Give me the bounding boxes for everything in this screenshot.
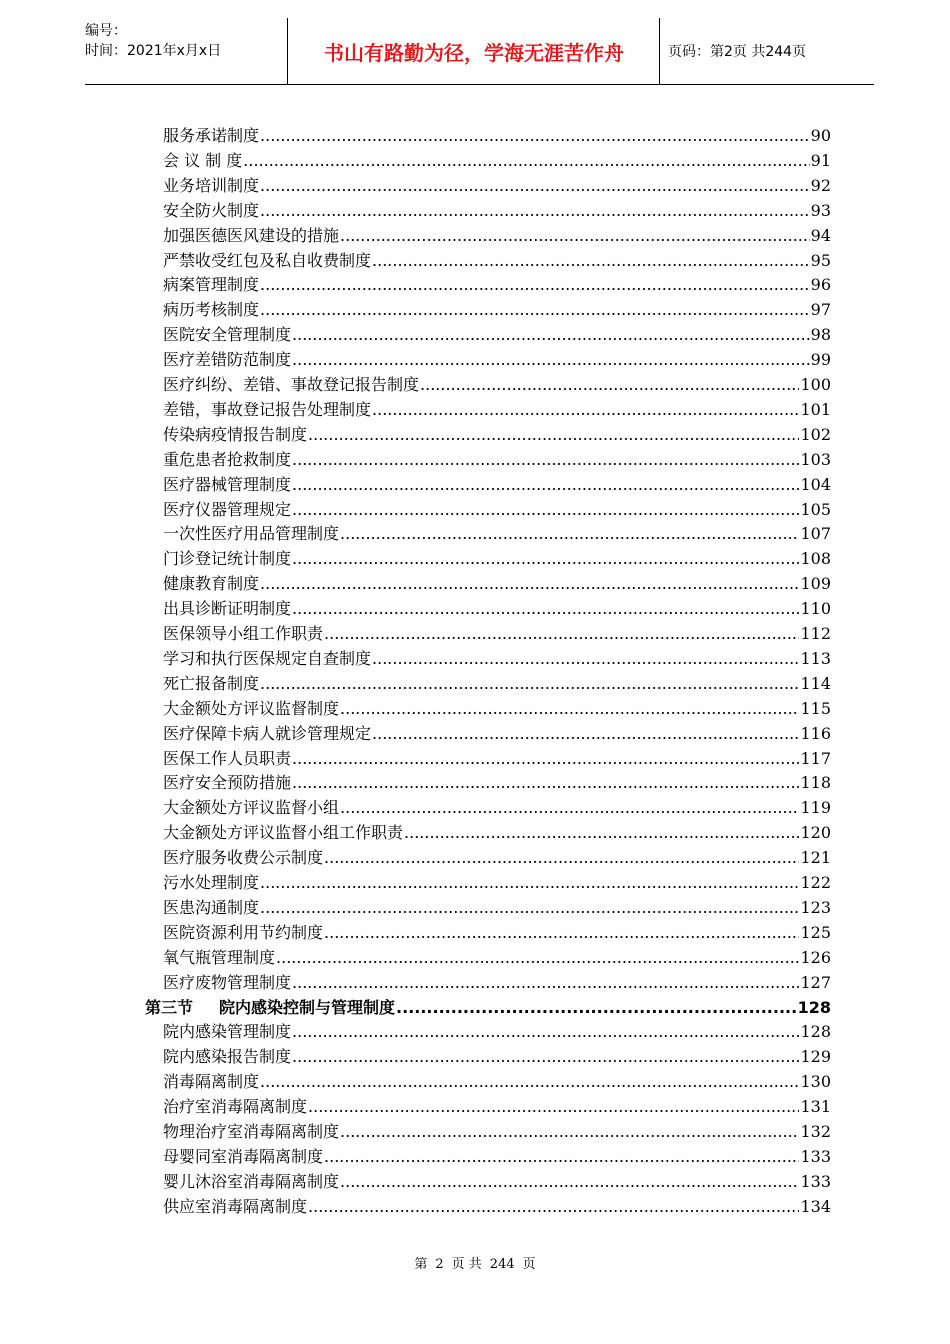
toc-entry-title: 医疗差错防范制度 (163, 350, 292, 369)
toc-page-number: 103 (800, 450, 831, 469)
toc-entry-title: 氧气瓶管理制度 (163, 948, 276, 967)
toc-entry-title: 医院安全管理制度 (163, 325, 292, 344)
dot-leader (260, 200, 810, 222)
toc-page-number: 127 (800, 973, 831, 992)
toc-entry (163, 1071, 831, 1093)
dot-leader (292, 548, 799, 570)
toc-page-number: 123 (800, 898, 831, 917)
footer-page-number: 2 (435, 1257, 444, 1272)
toc-page-number: 134 (800, 1197, 831, 1216)
dot-leader (420, 374, 799, 396)
toc-page-number: 120 (800, 823, 831, 842)
toc-page-number: 130 (800, 1072, 831, 1091)
dot-leader (372, 250, 810, 272)
toc-entry-title: 医疗服务收费公示制度 (163, 848, 324, 867)
toc-entry-title: 出具诊断证明制度 (163, 599, 292, 618)
toc-page-number: 98 (810, 325, 831, 344)
toc-entry (163, 125, 831, 147)
toc-entry (163, 150, 831, 172)
toc-page-number: 113 (800, 649, 831, 668)
dot-leader (260, 274, 810, 296)
toc-entry (163, 897, 831, 919)
dot-leader (260, 175, 810, 197)
toc-entry (163, 698, 831, 720)
toc-entry-title: 院内感染控制与管理制度 (219, 998, 396, 1017)
dot-leader (292, 449, 799, 471)
dot-leader (276, 947, 799, 969)
toc-entry-title: 医院资源利用节约制度 (163, 923, 324, 942)
toc-page-number: 132 (800, 1122, 831, 1141)
toc-entry (163, 673, 831, 695)
dot-leader (292, 1046, 799, 1068)
dot-leader (308, 1196, 799, 1218)
toc-page-number: 118 (800, 773, 831, 792)
toc-entry-title: 医疗保障卡病人就诊管理规定 (163, 724, 372, 743)
dot-leader (324, 922, 799, 944)
toc-page-number: 121 (800, 848, 831, 867)
toc-page-number: 122 (800, 873, 831, 892)
toc-entry-title: 传染病疫情报告制度 (163, 425, 308, 444)
toc-page-number: 128 (797, 998, 831, 1017)
toc-entry-title: 业务培训制度 (163, 176, 260, 195)
toc-page-number: 91 (810, 151, 831, 170)
toc-entry (163, 499, 831, 521)
toc-entry-title: 一次性医疗用品管理制度 (163, 524, 340, 543)
dot-leader (292, 474, 799, 496)
dot-leader (292, 1021, 799, 1043)
dot-leader (404, 822, 799, 844)
toc-entry (163, 598, 831, 620)
toc-page-number: 102 (800, 425, 831, 444)
dot-leader (340, 797, 799, 819)
toc-entry-title: 会 议 制 度 (163, 151, 243, 170)
header-meta (85, 18, 288, 84)
dot-leader (260, 299, 810, 321)
toc-entry (163, 1046, 831, 1068)
toc-entry (163, 1121, 831, 1143)
toc-page-number: 92 (810, 176, 831, 195)
toc-page-number: 125 (800, 923, 831, 942)
toc-page-number: 131 (800, 1097, 831, 1116)
toc-entry (163, 274, 831, 296)
toc-entry (163, 847, 831, 869)
toc-page-number: 105 (800, 500, 831, 519)
toc-entry-title: 死亡报备制度 (163, 674, 260, 693)
toc-entry (163, 797, 831, 819)
dot-leader (372, 723, 799, 745)
toc-entry-title: 医患沟通制度 (163, 898, 260, 917)
toc-entry-title: 严禁收受红包及私自收费制度 (163, 251, 372, 270)
footer-total-pages: 244 (489, 1257, 515, 1272)
toc-entry (163, 1171, 831, 1193)
toc-entry (163, 299, 831, 321)
dot-leader (324, 847, 799, 869)
toc-section-heading (145, 997, 831, 1019)
footer-middle: 页 共 (451, 1257, 482, 1272)
toc-page-number: 97 (810, 300, 831, 319)
dot-leader (292, 772, 799, 794)
toc-page-number: 114 (800, 674, 831, 693)
toc-entry-title: 院内感染管理制度 (163, 1022, 292, 1041)
toc-entry (163, 399, 831, 421)
toc-page-number: 95 (810, 251, 831, 270)
toc-entry-title: 大金额处方评议监督小组 (163, 798, 340, 817)
dot-leader (340, 225, 810, 247)
dot-leader (292, 499, 799, 521)
toc-page-number: 117 (800, 749, 831, 768)
toc-entry (163, 623, 831, 645)
toc-entry-title: 病历考核制度 (163, 300, 260, 319)
document-number-label: 编号： (85, 23, 127, 39)
dot-leader (340, 1121, 799, 1143)
dot-leader (292, 324, 810, 346)
toc-page-number: 107 (800, 524, 831, 543)
toc-entry-title: 差错，事故登记报告处理制度 (163, 400, 372, 419)
toc-entry-title: 治疗室消毒隔离制度 (163, 1097, 308, 1116)
toc-entry-title: 安全防火制度 (163, 201, 260, 220)
toc-entry (163, 324, 831, 346)
toc-entry (163, 648, 831, 670)
dot-leader (260, 573, 799, 595)
toc-page-number: 94 (810, 226, 831, 245)
toc-entry (163, 374, 831, 396)
dot-leader (292, 972, 799, 994)
dot-leader (340, 698, 799, 720)
toc-entry (163, 872, 831, 894)
dot-leader (308, 1096, 799, 1118)
toc-page-number: 112 (800, 624, 831, 643)
toc-entry (163, 474, 831, 496)
toc-entry-title: 医疗仪器管理规定 (163, 500, 292, 519)
toc-entry (163, 1021, 831, 1043)
toc-entry-title: 医疗纠纷、差错、事故登记报告制度 (163, 375, 420, 394)
toc-entry (163, 772, 831, 794)
toc-page-number: 93 (810, 201, 831, 220)
toc-entry-title: 病案管理制度 (163, 275, 260, 294)
dot-leader (260, 897, 799, 919)
toc-entry-title: 健康教育制度 (163, 574, 260, 593)
toc-entry-title: 医疗器械管理制度 (163, 475, 292, 494)
toc-entry (163, 424, 831, 446)
dot-leader (260, 872, 799, 894)
toc-page-number: 100 (800, 375, 831, 394)
toc-entry-title: 加强医德医风建设的措施 (163, 226, 340, 245)
toc-entry (163, 349, 831, 371)
header-motto: 书山有路勤为径，学海无涯苦作舟 (289, 18, 660, 84)
dot-leader (260, 673, 799, 695)
toc-entry (163, 947, 831, 969)
toc-page-number: 90 (810, 126, 831, 145)
toc-entry (163, 922, 831, 944)
toc-entry (163, 1146, 831, 1168)
dot-leader (324, 1146, 799, 1168)
toc-entry-title: 污水处理制度 (163, 873, 260, 892)
toc-page-number: 104 (800, 475, 831, 494)
toc-page-number: 133 (800, 1172, 831, 1191)
toc-entry (163, 548, 831, 570)
toc-page-number: 133 (800, 1147, 831, 1166)
toc-entry (163, 1096, 831, 1118)
page-header (85, 18, 874, 85)
footer-suffix: 页 (522, 1257, 536, 1272)
toc-entry-title: 大金额处方评议监督制度 (163, 699, 340, 718)
toc-entry-title: 物理治疗室消毒隔离制度 (163, 1122, 340, 1141)
toc-section-number: 第三节 (145, 998, 194, 1017)
dot-leader (372, 648, 799, 670)
dot-leader (292, 748, 799, 770)
toc-entry-title: 重危患者抢救制度 (163, 450, 292, 469)
page-footer (0, 1253, 950, 1272)
toc-entry-title: 医疗安全预防措施 (163, 773, 292, 792)
dot-leader (292, 349, 810, 371)
toc-page-number: 96 (810, 275, 831, 294)
document-time-label: 时间：2021年x月x日 (85, 43, 222, 59)
toc-entry (163, 573, 831, 595)
toc-entry-title: 医疗废物管理制度 (163, 973, 292, 992)
toc-entry (163, 1196, 831, 1218)
toc-page-number: 101 (800, 400, 831, 419)
toc-entry-title: 门诊登记统计制度 (163, 549, 292, 568)
toc-entry-title: 婴儿沐浴室消毒隔离制度 (163, 1172, 340, 1191)
dot-leader (292, 598, 799, 620)
toc-page-number: 110 (800, 599, 831, 618)
toc-entry-title: 学习和执行医保规定自查制度 (163, 649, 372, 668)
dot-leader (260, 1071, 799, 1093)
toc-page-number: 99 (810, 350, 831, 369)
toc-entry (163, 748, 831, 770)
toc-entry (163, 972, 831, 994)
toc-entry-title: 大金额处方评议监督小组工作职责 (163, 823, 404, 842)
footer-prefix: 第 (414, 1257, 428, 1272)
dot-leader (340, 1171, 799, 1193)
toc-page-number: 129 (800, 1047, 831, 1066)
toc-entry (163, 175, 831, 197)
toc-page-number: 115 (800, 699, 831, 718)
dot-leader (324, 623, 799, 645)
toc-entry-title: 院内感染报告制度 (163, 1047, 292, 1066)
dot-leader (396, 997, 797, 1019)
dot-leader (243, 150, 809, 172)
dot-leader (308, 424, 799, 446)
toc-entry (163, 523, 831, 545)
toc-page-number: 119 (800, 798, 831, 817)
toc-page-number: 128 (800, 1022, 831, 1041)
toc-entry-title: 母婴同室消毒隔离制度 (163, 1147, 324, 1166)
toc-page-number: 109 (800, 574, 831, 593)
toc-entry (163, 250, 831, 272)
toc-entry (163, 822, 831, 844)
toc-page-number: 126 (800, 948, 831, 967)
toc-entry-title: 医保领导小组工作职责 (163, 624, 324, 643)
toc-entry (163, 200, 831, 222)
toc-entry-title: 消毒隔离制度 (163, 1072, 260, 1091)
toc-page-number: 116 (800, 724, 831, 743)
dot-leader (340, 523, 799, 545)
toc-entry (163, 225, 831, 247)
toc-entry-title: 供应室消毒隔离制度 (163, 1197, 308, 1216)
toc-page-number: 108 (800, 549, 831, 568)
toc-entry (163, 723, 831, 745)
header-page-label: 页码：第2页 共244页 (668, 44, 807, 60)
toc-entry (163, 449, 831, 471)
toc-entry-title: 医保工作人员职责 (163, 749, 292, 768)
dot-leader (372, 399, 799, 421)
toc-entry-title: 服务承诺制度 (163, 126, 260, 145)
dot-leader (260, 125, 810, 147)
